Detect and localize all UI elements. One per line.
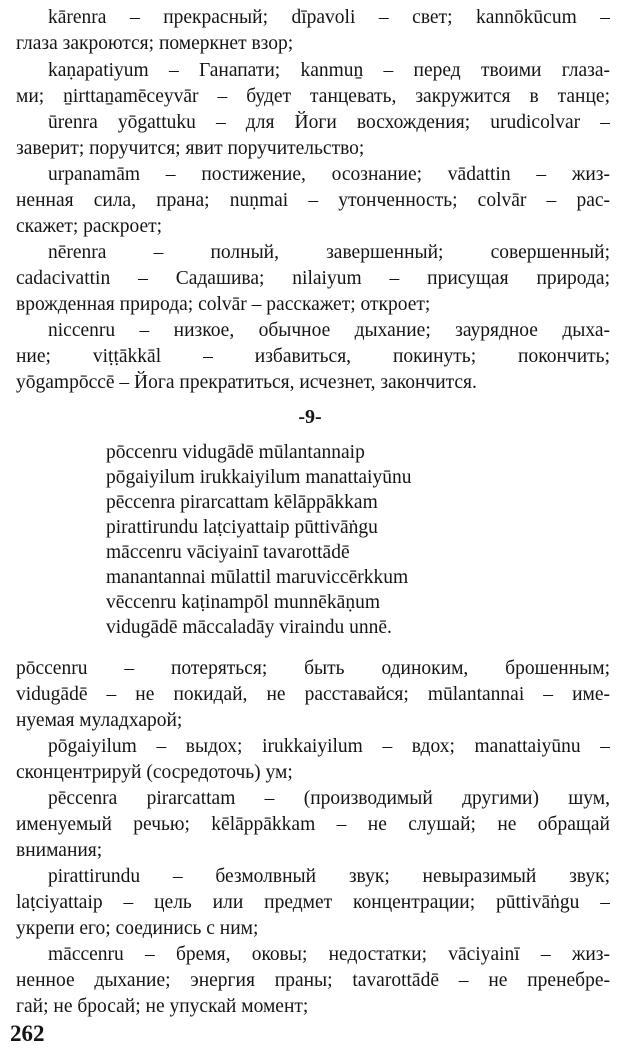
page-number: 262	[10, 1021, 45, 1046]
glossary-line: māccenru – бремя, оковы; недостатки; vāciyainī – жиз-	[48, 944, 610, 965]
glossary-line: pōgaiyilum – выдох; irukkaiyilum – вдох; manattaiyūnu –	[48, 736, 610, 757]
verse-line: manantannai mūlattil maruviccērkkum	[106, 567, 409, 588]
glossary-line: yōgampōccē – Йога прекратиться, исчезнет, закончится.	[16, 372, 477, 393]
glossary-line: именуемый речью; kēlāppākkam – не слушай; не обращай	[16, 814, 610, 835]
glossary-line: vidugādē – не покидай, не расставайся; mūlantannai – име-	[16, 684, 610, 705]
glossary-line: laṭciyattaip – цель или предмет концентрации; pūttivāṅgu –	[16, 892, 610, 913]
verse-line: vidugādē māccaladāy viraindu unnē.	[106, 617, 392, 638]
glossary-line: ми; ṉirttaṉamēceyvār – будет танцевать, закружится в танце;	[16, 86, 610, 107]
glossary-line: врожденная природа; colvār – расскажет; откроет;	[16, 294, 431, 315]
glossary-line: сконцентрируй (сосредоточь) ум;	[16, 762, 293, 783]
glossary-line: pōccenru – потеряться; быть одиноким, брошенным;	[16, 658, 610, 679]
verse-line: pōgaiyilum irukkaiyilum manattaiyūnu	[106, 467, 412, 488]
glossary-line: ние; viṭṭākkāl – избавиться, покинуть; покончить;	[16, 346, 610, 367]
glossary-line: заверит; поручится; явит поручительство;	[16, 138, 365, 159]
glossary-line: pirattirundu – безмолвный звук; невыразимый звук;	[48, 866, 610, 887]
glossary-line: cadacivattin – Садашива; nilaiyum – присущая природа;	[16, 268, 610, 289]
glossary-line: pēccenra pirarcattam – (производимый другими) шум,	[48, 788, 610, 809]
glossary-line: внимания;	[16, 840, 103, 861]
glossary-line: nērenra – полный, завершенный; совершенный;	[48, 242, 610, 263]
verse-line: māccenru vāciyainī tavarottādē	[106, 542, 350, 563]
glossary-line: гай; не бросай; не упускай момент;	[16, 996, 309, 1017]
glossary-line: нуемая муладхарой;	[16, 710, 183, 731]
glossary-line: kārenra – прекрасный; dīpavoli – свет; kannōkūcum –	[48, 7, 610, 28]
glossary-line: укрепи его; соединись с ним;	[16, 918, 259, 939]
glossary-line: urpanamām – постижение, осознание; vādattin – жиз-	[48, 164, 610, 185]
glossary-line: niccenru – низкое, обычное дыхание; заурядное дыха-	[48, 320, 610, 341]
glossary-line: глаза закроются; померкнет взор;	[16, 33, 294, 54]
verse-line: pēccenra pirarcattam kēlāppākkam	[106, 492, 378, 513]
glossary-line: kaṇapatiyum – Ганапати; kanmuṉ – перед твоими глаза-	[48, 60, 610, 81]
glossary-line: ненная сила, прана; nuṇmai – утонченность; colvār – рас-	[16, 190, 610, 211]
glossary-line: ūrenra yōgattuku – для Йоги восхождения; urudicolvar –	[48, 112, 610, 133]
glossary-line: скажет; раскроет;	[16, 216, 163, 237]
section-heading: -9-	[298, 406, 322, 428]
verse-line: pirattirundu laṭciyattaip pūttivāṅgu	[106, 517, 378, 538]
glossary-line: ненное дыхание; энергия праны; tavarottādē – не пренебре-	[16, 970, 610, 991]
verse-line: vēccenru kaṭinampōl munnēkāṇum	[106, 592, 380, 613]
verse-line: pōccenru vidugādē mūlantannaip	[106, 442, 365, 463]
